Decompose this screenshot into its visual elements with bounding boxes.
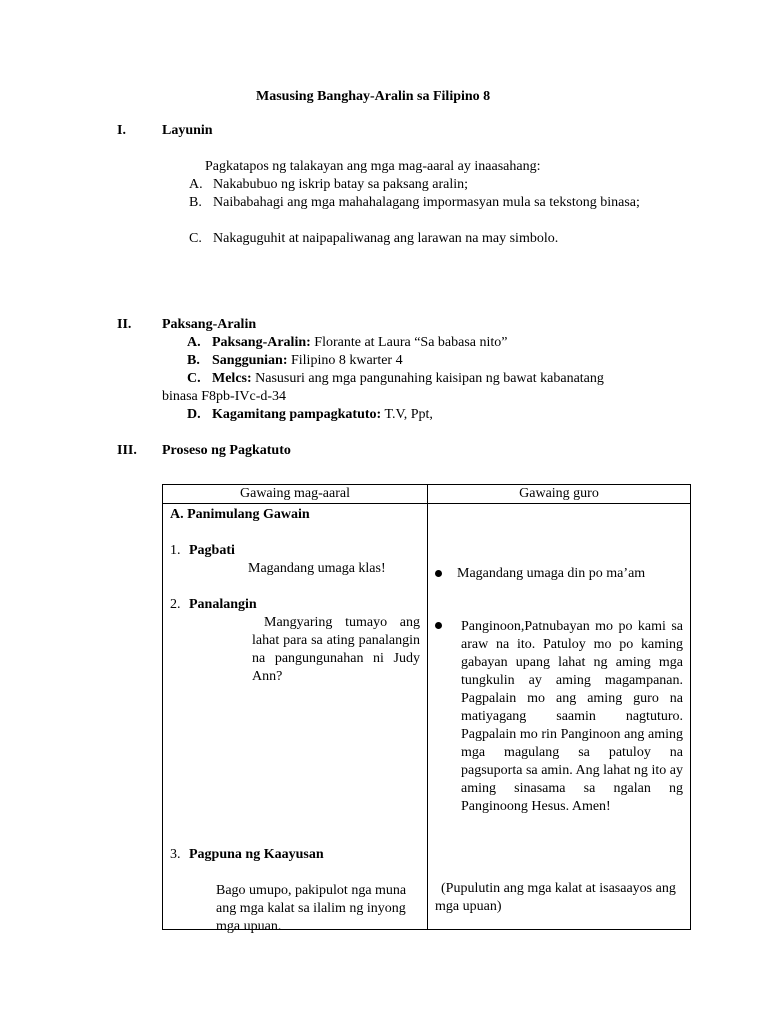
step-3-title: Pagpuna ng Kaayusan xyxy=(189,847,324,862)
teacher-column xyxy=(428,504,691,930)
cleanup-instruction: Bago umupo, pakipulot nga muna ang mga kalat sa ilalim ng inyong mga upuan. xyxy=(216,883,407,934)
objective-a-letter: A. xyxy=(189,177,203,192)
topic-item-a xyxy=(212,334,508,352)
cleanup-response: (Pupulutin ang mga kalat at isasaayos ang mga upuan) xyxy=(435,881,676,914)
objectives-intro: Pagkatapos ng talakayan ang mga mag-aaral ay inaasahang: xyxy=(205,159,541,174)
topic-b-value: Filipino 8 kwarter 4 xyxy=(290,353,403,368)
prayer-text: Panginoon,Patnubayan mo po kami sa araw na ito. Patuloy mo po kaming gabayan upang lahat ng aming mga tungkulin ay aming magampanan. Pagpalain mo ang aming guro na matiyagang saamin nagtuturo. Pagpalain mo rin Panginoon ang aming mga magulang sa patuloy na pagsuporta sa amin. Ang lahat ng ito ay aming sinasama sa ngalan ng Panginoong Hesus. Amen! xyxy=(461,619,683,814)
student-column xyxy=(163,504,428,934)
topic-item-c xyxy=(212,370,604,388)
objective-b-letter: B. xyxy=(189,195,202,210)
page-title: Masusing Banghay-Aralin sa Filipino 8 xyxy=(256,89,491,104)
topic-c-value: Nasusuri ang mga pangunahing kaisipan ng bawat kabanatang xyxy=(255,371,604,386)
section-1-heading: Layunin xyxy=(162,123,213,138)
teacher-activity-header: Gawaing guro xyxy=(428,485,691,504)
step-1-number: 1. xyxy=(170,543,181,558)
step-3-number: 3. xyxy=(170,847,181,862)
part-title: A. Panimulang Gawain xyxy=(170,507,310,522)
greeting-text: Magandang umaga klas! xyxy=(248,561,386,576)
section-3-heading: Proseso ng Pagkatuto xyxy=(162,443,291,458)
bullet-icon xyxy=(435,570,442,577)
objective-a: Nakabubuo ng iskrip batay sa paksang aralin; xyxy=(213,177,469,192)
topic-c-letter: C. xyxy=(187,371,201,386)
objective-c-letter: C. xyxy=(189,231,202,246)
section-2-number: II. xyxy=(117,317,132,332)
greeting-response: Magandang umaga din po ma’am xyxy=(457,566,646,581)
section-1-number: I. xyxy=(117,123,126,138)
objective-b: Naibabahagi ang mga mahahalagang impormasyan mula sa tekstong binasa; xyxy=(213,195,640,210)
prayer-request-text: Mangyaring tumayo ang lahat para sa ating panalangin na pangungunahan ni Judy Ann? xyxy=(252,615,420,684)
lesson-table xyxy=(162,484,691,934)
step-1-title: Pagbati xyxy=(189,543,235,558)
topic-d-label: Kagamitang pampagkatuto: xyxy=(212,407,382,422)
topic-d-value: T.V, Ppt, xyxy=(384,407,433,422)
bullet-icon xyxy=(435,622,442,629)
topic-a-letter: A. xyxy=(187,335,201,350)
step-2-title: Panalangin xyxy=(189,597,257,612)
topic-a-value: Florante at Laura “Sa babasa nito” xyxy=(314,335,508,350)
topic-item-d xyxy=(212,406,433,424)
topic-item-b xyxy=(212,352,403,370)
step-2-number: 2. xyxy=(170,597,181,612)
topic-d-letter: D. xyxy=(187,407,201,422)
section-2-heading: Paksang-Aralin xyxy=(162,317,257,332)
topic-a-label: Paksang-Aralin: xyxy=(212,335,311,350)
topic-b-letter: B. xyxy=(187,353,200,368)
topic-c-label: Melcs: xyxy=(212,371,252,386)
section-3-number: III. xyxy=(117,443,137,458)
student-activity-header: Gawaing mag-aaral xyxy=(163,485,428,504)
topic-b-label: Sanggunian: xyxy=(212,353,288,368)
objective-c: Nakaguguhit at naipapaliwanag ang larawan na may simbolo. xyxy=(213,231,559,246)
topic-c-continuation: binasa F8pb-IVc-d-34 xyxy=(162,389,287,404)
